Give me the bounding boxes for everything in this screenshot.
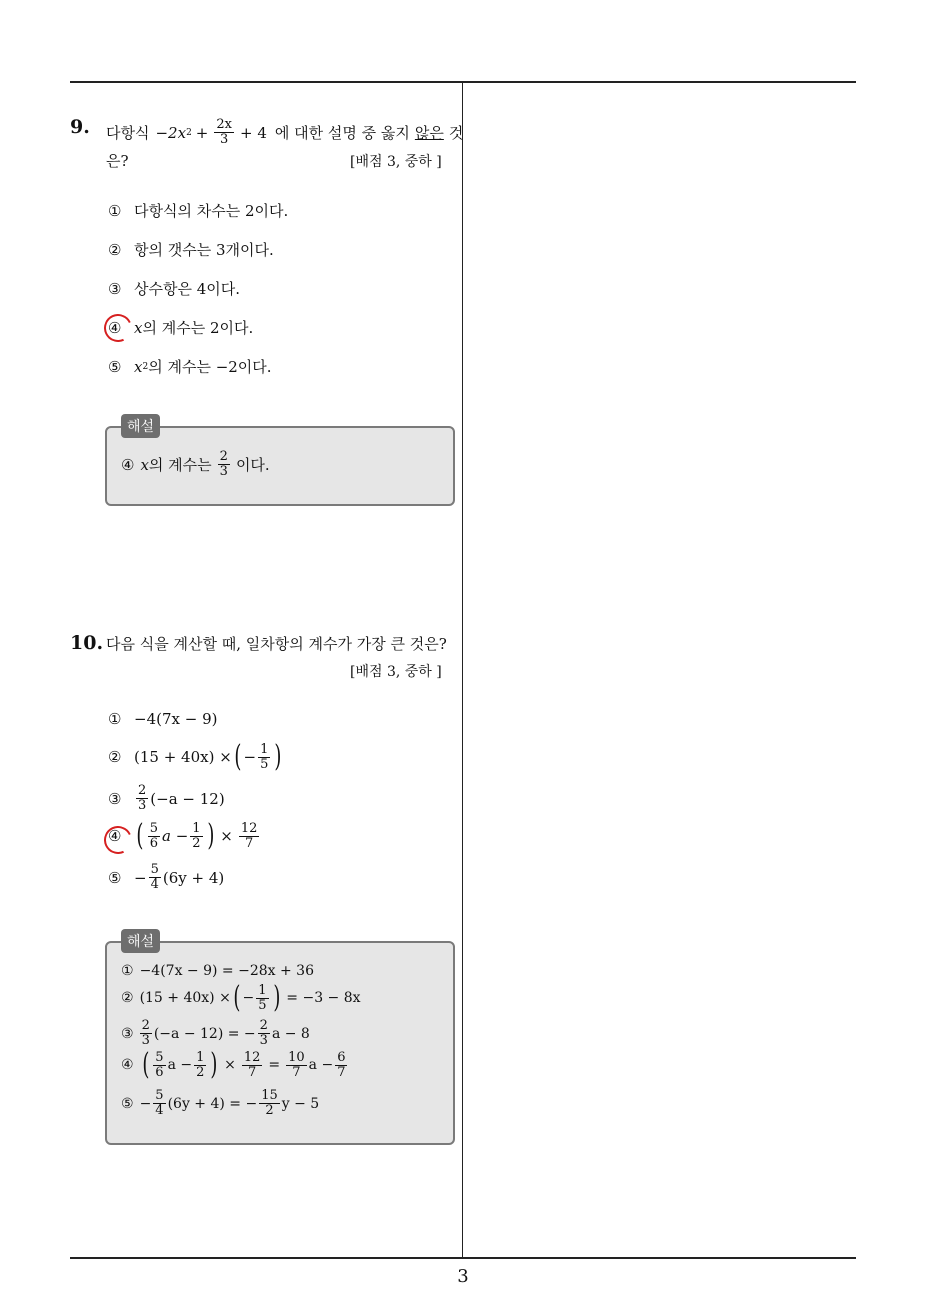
- q9-stem-post: 에 대한 설명 중 옳지: [274, 123, 410, 142]
- q9-choice-1: [108, 200, 288, 221]
- q9-stem-end: 것: [448, 123, 464, 142]
- q9-choice-2-text: 항의 갯수는 3개이다.: [134, 241, 274, 259]
- q10-choice-3-marker: ③: [108, 789, 122, 808]
- q9-solution-var: x: [140, 455, 149, 474]
- q9-frac-den: 3: [220, 132, 229, 147]
- q10-choice-1: [108, 710, 217, 728]
- q10-choice-2-fraction: $\frac{1}{5}$: [260, 741, 269, 772]
- q9-stem-line1: [106, 118, 463, 147]
- q9-choice-4: [108, 317, 253, 338]
- q9-poly-a-exp: 2: [186, 127, 192, 138]
- q9-underlined-word: 않은: [414, 123, 444, 142]
- column-divider: [462, 83, 463, 1258]
- q9-solution-tag: 해설: [121, 414, 160, 438]
- q10-choice-1-text: −4(7x − 9): [134, 710, 218, 728]
- q10-choice-4: ④ ( $\frac{5}{6}$ a − $\frac{1}{2}$ ) × $\frac{12}{7}$: [108, 818, 258, 853]
- q9-choice-5-text: 의 계수는 −2이다.: [148, 358, 272, 376]
- q9-choice-4-marker: ④: [108, 318, 122, 337]
- q9-choice-5-marker: ⑤: [108, 357, 122, 376]
- q9-choice-1-text: 다항식의 차수는 2이다.: [134, 202, 289, 220]
- q9-choice-1-marker: ①: [108, 201, 122, 220]
- q10-stem: 다음 식을 계산할 때, 일차항의 계수가 가장 큰 것은?: [106, 635, 447, 653]
- q10-choice-5: ⑤ − $\frac{5}{4}$ (6y + 4): [108, 862, 225, 892]
- q10-solution-box: [105, 934, 455, 1145]
- q10-choice-3-fraction: $\frac{2}{3}$: [138, 783, 147, 813]
- q10-choice-2-neg: −: [243, 748, 257, 766]
- q9-solution-line: [121, 450, 270, 479]
- q9-choice-2: [108, 239, 274, 260]
- q10-solution-tag: 해설: [121, 929, 160, 953]
- bottom-rule: [70, 1257, 856, 1259]
- q9-poly-fraction: [214, 118, 234, 147]
- q10-solution-4: ④ ( $\frac{5}{6}$ a − $\frac{1}{2}$ ) × $\frac{12}{7}$ = $\frac{10}{7}$ a − $\frac{6}{7}$: [121, 1047, 346, 1082]
- q10-choice-3: [108, 784, 225, 813]
- q10-choice-2: ② (15 + 40x) × ( − $\frac{1}{5}$ ): [108, 739, 282, 774]
- q9-choice-3-text: 상수항은 4이다.: [134, 280, 241, 298]
- q10-meta: [배점 3, 중하 ]: [350, 664, 442, 680]
- q9-choice-3-marker: ③: [108, 279, 122, 298]
- q10-choice-1-marker: ①: [108, 710, 122, 728]
- page-number: 3: [457, 1266, 469, 1287]
- q10-solution-3: ③ $\frac{2}{3}$ (−a − 12) = − $\frac{2}{3}$ a − 8: [121, 1018, 310, 1048]
- q10-number: 10.: [70, 632, 104, 654]
- q9-stem-line2: 은?: [106, 152, 129, 170]
- q9-poly-a: −2x: [155, 123, 187, 142]
- q9-choice-4-var: x: [134, 318, 143, 337]
- q9-solution-fraction: [218, 450, 230, 479]
- q9-number: 9.: [70, 116, 90, 138]
- q10-solution-2: ② (15 + 40x) × ( − $\frac{1}{5}$ ) = −3 − 8x: [121, 980, 361, 1015]
- top-rule: [70, 81, 856, 83]
- q9-meta: [배점 3, 중하 ]: [350, 154, 442, 170]
- q9-frac-num: 2x: [216, 117, 232, 132]
- q10-choice-4-marker: ④: [108, 827, 122, 845]
- q9-poly-b: + 4: [239, 123, 267, 142]
- q9-solution-num: 2: [219, 449, 228, 464]
- q10-choice-2-pre: (15 + 40x) ×: [134, 748, 232, 766]
- q9-solution-post: 이다.: [235, 456, 270, 474]
- q9-stem-pre: 다항식: [106, 123, 150, 142]
- q9-solution-den: 3: [219, 464, 228, 479]
- q9-choice-5-var: x: [134, 357, 143, 376]
- q9-solution-pre: 의 계수는: [148, 456, 212, 474]
- q9-solution-box: [105, 419, 455, 506]
- q9-choice-5: [108, 356, 272, 377]
- q10-choice-2-marker: ②: [108, 748, 122, 766]
- q9-choice-3: [108, 278, 240, 299]
- q10-solution-1: ① −4(7x − 9) = −28x + 36: [121, 963, 314, 979]
- q9-solution-marker: ④: [121, 455, 135, 474]
- q9-choice-4-text: 의 계수는 2이다.: [142, 319, 254, 337]
- q10-choice-5-marker: ⑤: [108, 868, 122, 887]
- q9-choice-5-exp: 2: [142, 361, 149, 372]
- q9-poly-plus: +: [195, 123, 209, 142]
- q9-choice-2-marker: ②: [108, 240, 122, 259]
- q10-solution-5: ⑤ − $\frac{5}{4}$ (6y + 4) = − $\frac{15}{2}$ y − 5: [121, 1088, 320, 1118]
- q10-choice-3-post: (−a − 12): [150, 789, 225, 808]
